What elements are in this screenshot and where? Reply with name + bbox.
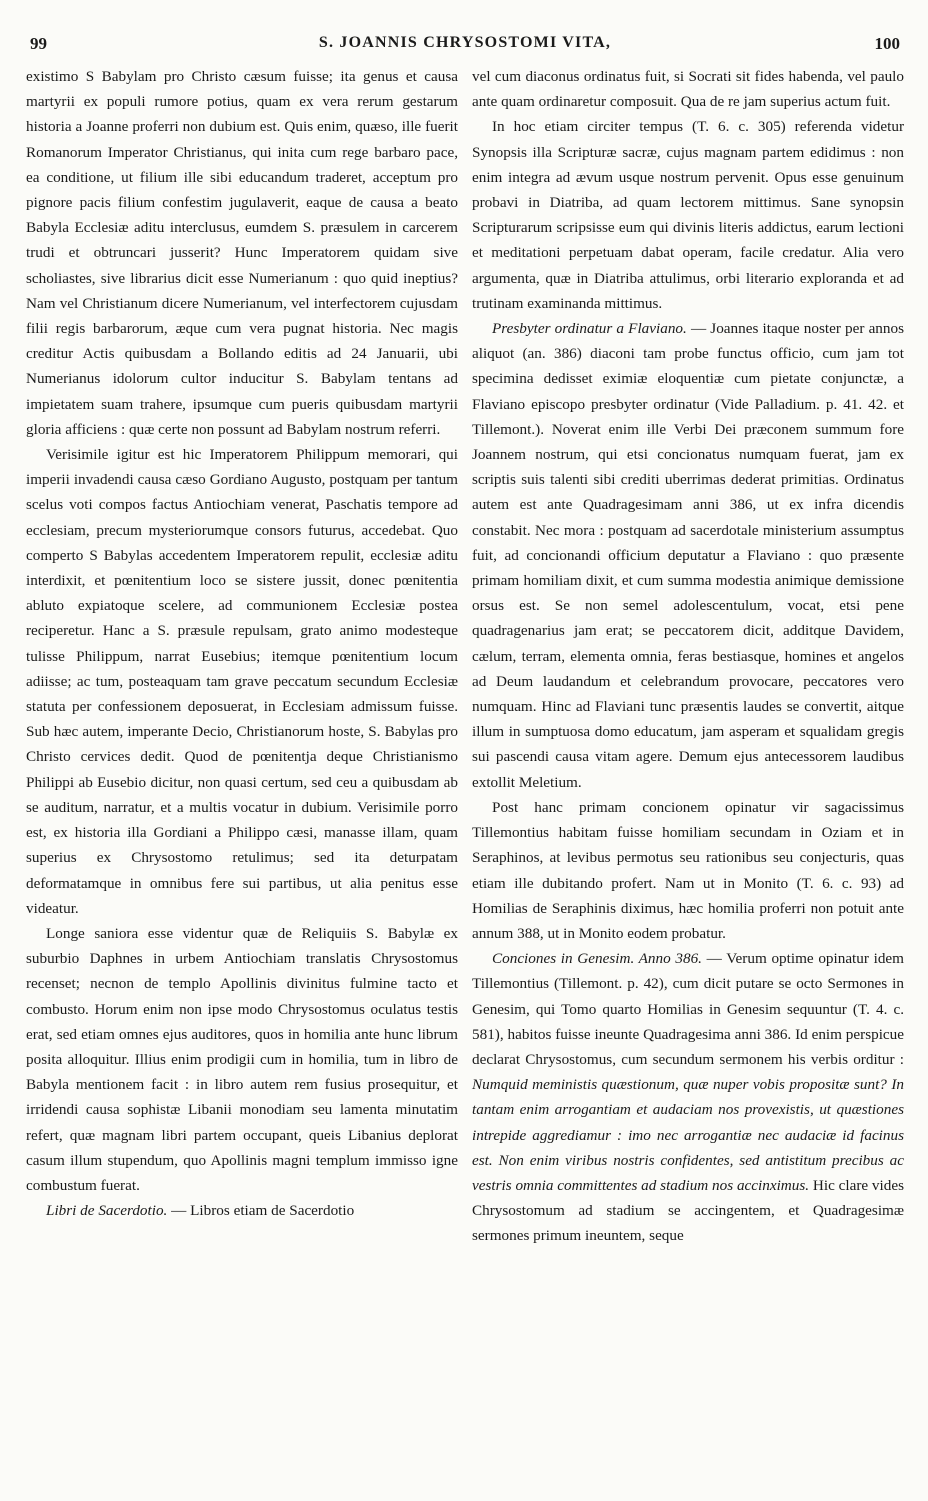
paragraph: [26, 1198, 458, 1223]
paragraph: Post hanc primam concionem opinatur vir sagacissimus Tillemontius habitam fuisse homiliam secundam in Oziam et in Seraphinos, at levibus permotus seu rationibus seu conjecturis, quas etiam ille dubitando profert. Nam ut in Monito (T. 6. c. 93) ad Homilias de Seraphinis diximus, hæc homilia proferri non potuit ante annum 388, ut in Monito eodem probatur.: [472, 798, 904, 942]
right-column: [472, 64, 904, 1249]
paragraph-text: — Libros etiam de Sacerdotio: [167, 1202, 355, 1220]
paragraph: Verisimile igitur est hic Imperatorem Philippum memorari, qui imperii invadendi causa cæso Gordiano Augusto, postquam per tantum scelus voti compos factus Antiochiam venerat, Paschatis tempore ad ecclesiam, precum mysteriorumque consors futurus, accedebat. Quo comperto S Babylas accedentem Imperatorem repulit, ecclesiæ aditu interdixit, et pœnitentium loco se sistere jussit, donec pœnitentia abluto expiatoque scelere, ad communionem Ecclesiæ postea reciperetur. Hanc a S. præsule repulsam, grato animo modesteque tulisse Philippum, narrat Eusebius; itemque pœnitentium locum adiisse; ac tum, posteaquam tam grave peccatum secundum Ecclesiæ statuta per confessionem deposuerat, in Ecclesiam admissum fuisse. Sub hæc autem, imperante Decio, Christianorum hoste, S. Babylas pro Christo cervices dedit. Quod de pœnitentja deque Christianismo Philippi ab Eusebio dicitur, non quasi certum, sed ceu a quibusdam ab se auditum, narratur, et a multis vocatur in dubium. Verisimile porro est, ex historia illa Gordiani a Philippo cæsi, manasse illam, quam superius ex Chrysostomo retulimus; sed ita deturpatam deformatamque in omnibus fere sui partibus, ut alia penitus esse videatur.: [26, 446, 458, 917]
left-column: [26, 64, 458, 1249]
paragraph: [472, 946, 904, 1248]
section-heading: Presbyter ordinatur a Flaviano.: [492, 320, 687, 338]
page-number-left: 99: [30, 34, 47, 53]
page-number-right: 100: [874, 34, 900, 53]
paragraph-text: — Joannes itaque noster per annos aliquot (an. 386) diaconi tam probe functus officio, cum jam tot specimina dedisset eximiæ eloquentiæ cum pietate conjunctæ, a Flaviano episcopo presbyter ordinatur (Vide Palladium. p. 41. 42. et Tillemont.). Noverat enim ille Verbi Dei præconem summum fore Joannem nostrum, qui etsi concionatus numquam fuerat, jam ex scriptis suis talenti sibi crediti uberrimas dederat primitias. Ordinatus autem est ante Quadragesimam anni 386, ut ex infra dicendis constabit. Nec mora : postquam ad sacerdotale ministerium assumptus fuit, ad concionandi officium deputatur a Flaviano : quo præsente primam homiliam dixit, et cum summa modestia animique demissione orsus est. Se non semel adolescentulum, vocat, etsi pene quadragenarius jam erat; se peccatorem dicit, additque Davidem, cælum, terram, elementa omnia, feras bestiasque, homines et angelos ad Deum laudandum et celebrandum provocare, peccatores vero numquam. Hinc ad Flaviani tunc præsentis laudes se convertit, aitque illum in sumptuosa domo educatum, jam asperam et squalidam gregis sui pascendi causa vitam agere. Demum ejus antecessorem laudibus extollit Meletium.: [472, 320, 904, 791]
paragraph: existimo S Babylam pro Christo cæsum fuisse; ita genus et causa martyrii ex populi rumore potius, quam ex vera rerum gestarum historia a Joanne proferri non dubium est. Quis enim, quæso, ille fuerit Romanorum Imperator Christianus, qui inita cum rege barbaro pace, ea conditione, ut filium ille sibi educandum traderet, acceptum pro pignore pacis filium confestim jugulaverit, eaque de causa a beato Babyla Ecclesiæ aditu interclusus, eumdem S. præsulem in carcerem trudi et obtruncari jusserit? Hunc Imperatorem quidam sive scholiastes, sive librarius dicit esse Numerianum : quo quid ineptius? Nam vel Christianum dicere Numerianum, vel interfectorem cujusdam filii regis barbarorum, æque cum vera pugnat historia. Nec magis creditur Actis quibusdam a Bollando editis ad 24 Januarii, ubi Numerianus idolorum cultor inducitur S. Babylam tentans ad impietatem suam trahere, ipsumque cum pueris quibusdam martyrii gloria afficiens : quæ certe non possunt ad Babylam nostrum referri.: [26, 68, 458, 438]
paragraph: In hoc etiam circiter tempus (T. 6. c. 305) referenda videtur Synopsis illa Scripturæ sacræ, cujus magnam partem edidimus : non enim integra ad ævum usque nostrum pervenit. Opus esse genuinum probavi in Diatriba, ad quam lectorem mittimus. Sane synopsin Scripturarum scripsisse eum qui divinis literis addictus, earum lectioni et meditationi perpetuam dabat operam, facile credatur. Alia vero argumenta, quæ in Diatriba attulimus, orbi literario exploranda et ad trutinam examinanda mittimus.: [472, 118, 904, 312]
running-title: S. JOANNIS CHRYSOSTOMI VITA,: [318, 34, 612, 51]
paragraph-text: — Verum optime opinatur idem Tillemontius (Tillemont. p. 42), cum dicit putare se octo Sermones in Genesim, qui Tomo quarto Homilias in Genesim sequuntur (T. 4. c. 581), habitos fuisse ineunte Quadragesima anni 386. Id enim perspicue declarat Chrysostomus, cum secundum sermonem his verbis orditur :: [472, 950, 904, 1068]
quotation: Numquid meministis quæstionum, quæ nuper vobis propositæ sunt? In tantam enim arrogantiam et audaciam nos provexistis, ut quæstiones intrepide aggrediamur : imo nec arrogantiæ nec audaciæ id facinus est. Non enim viribus nostris confidentes, sed antistitum precibus ac vestris omnia committentes ad stadium nos accinximus.: [472, 1076, 904, 1194]
page-header: [26, 30, 904, 64]
text-columns: [26, 64, 904, 1249]
paragraph: vel cum diaconus ordinatus fuit, si Socrati sit fides habenda, vel paulo ante quam ordinaretur composuit. Qua de re jam superius actum fuit.: [472, 68, 904, 111]
section-heading: Conciones in Genesim. Anno 386.: [492, 950, 702, 968]
paragraph-text: Hic clare vides Chrysostomum ad stadium se accingentem, et Quadragesimæ sermones primum ineuntem, seque: [472, 1176, 904, 1245]
paragraph: [472, 316, 904, 795]
section-heading: Libri de Sacerdotio.: [46, 1202, 168, 1220]
paragraph: Longe saniora esse videntur quæ de Reliquiis S. Babylæ ex suburbio Daphnes in urbem Antiochiam translatis Chrysostomus recenset; necnon de templo Apollinis divinitus fulmine tacto et combusto. Horum enim non ipse modo Chrysostomus oculatus testis erat, sed etiam omnes ejus auditores, quos in homilia ante hunc librum posita alloquitur. Illius enim prodigii cum in homilia, tum in libro de Babyla mentionem facit : in libro autem rem fusius prosequitur, et irridendi causa sophistæ Libanii monodiam seu lamenta minutatim refert, quæ magnam libri partem occupant, queis Libanius deplorat casum illum stupendum, quo Apollinis magni templum immisso igne combustum fuerat.: [26, 924, 458, 1194]
